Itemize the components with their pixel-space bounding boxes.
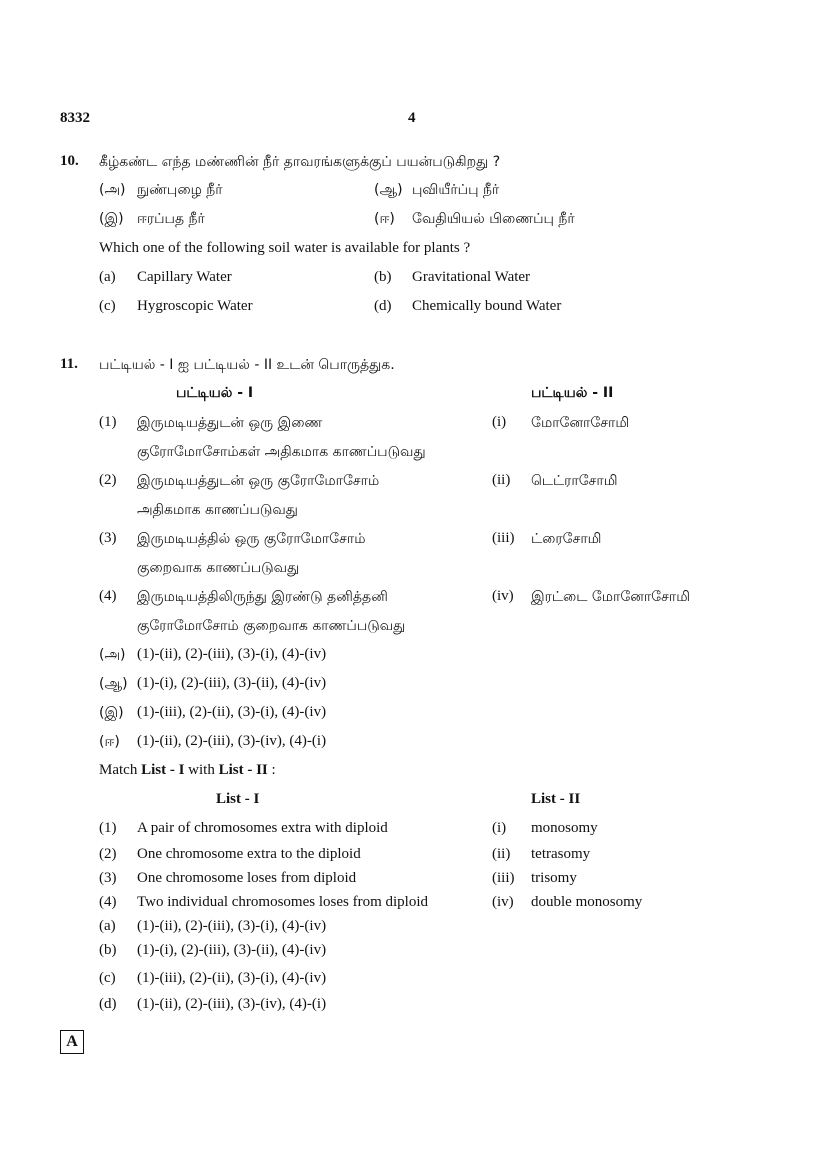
list-item-roman: (iv) [492, 588, 514, 604]
list-item-text: குரோமோசோம்கள் அதிகமாக காணப்படுவது [137, 444, 426, 460]
question-number: 10. [60, 153, 79, 169]
list-item-number: (3) [99, 870, 117, 886]
list-item-text: இருமடியத்துடன் ஒரு இணை [137, 415, 323, 431]
option-label: (a) [99, 269, 116, 285]
list-item-number: (1) [99, 820, 117, 836]
list-item-term: மோனோசோமி [531, 415, 630, 431]
list-item-roman: (ii) [492, 846, 511, 862]
list-item-roman: (iv) [492, 894, 514, 910]
option-text: (1)-(i), (2)-(iii), (3)-(ii), (4)-(iv) [137, 675, 327, 691]
page-number: 4 [408, 110, 416, 126]
option-label: (ஈ) [374, 211, 395, 227]
question-text-english [99, 762, 276, 779]
option-label: (a) [99, 918, 116, 934]
list-item-term: ட்ரைசோமி [531, 531, 602, 547]
question-text-english: Which one of the following soil water is available for plants ? [99, 240, 471, 256]
list2-header-english: List - II [531, 791, 581, 807]
option-label: (ஆ) [374, 182, 403, 198]
option-label: (இ) [99, 705, 124, 721]
option-text: புவியீர்ப்பு நீர் [412, 182, 500, 198]
option-label: (ஈ) [99, 734, 120, 750]
option-label: (d) [99, 996, 117, 1012]
option-text: Hygroscopic Water [137, 298, 253, 314]
option-label: (c) [99, 298, 116, 314]
option-text: (1)-(i), (2)-(iii), (3)-(ii), (4)-(iv) [137, 942, 327, 958]
question-text-tamil: பட்டியல் - I ஐ பட்டியல் - II உடன் பொருத்துக. [99, 357, 395, 373]
list-item-term: monosomy [531, 820, 598, 836]
option-text: (1)-(ii), (2)-(iii), (3)-(iv), (4)-(i) [137, 733, 327, 749]
list-item-text: இருமடியத்திலிருந்து இரண்டு தனித்தனி [137, 589, 388, 605]
list-item-roman: (i) [492, 820, 507, 836]
question-text-tamil: கீழ்கண்ட எந்த மண்ணின் நீர் தாவரங்களுக்குப் பயன்படுகிறது ? [99, 154, 501, 170]
question-number: 11. [60, 356, 78, 372]
option-text: Capillary Water [137, 269, 232, 285]
list-item-term: trisomy [531, 870, 577, 886]
list-item-term: டெட்ராசோமி [531, 473, 618, 489]
list-item-number: (2) [99, 472, 117, 488]
list-item-text: One chromosome loses from diploid [137, 870, 357, 886]
list-item-text: குரோமோசோம் குறைவாக காணப்படுவது [137, 618, 406, 634]
list-item-text: இருமடியத்தில் ஒரு குரோமோசோம் [137, 531, 366, 547]
list-item-term: double monosomy [531, 894, 643, 910]
list-item-number: (2) [99, 846, 117, 862]
instruction-text: : [267, 762, 276, 778]
list-item-number: (3) [99, 530, 117, 546]
option-text: Gravitational Water [412, 269, 531, 285]
option-label: (d) [374, 298, 392, 314]
option-label: (c) [99, 970, 116, 986]
list-item-roman: (iii) [492, 870, 515, 886]
list-item-term: tetrasomy [531, 846, 591, 862]
paper-code: 8332 [60, 110, 90, 126]
list-item-number: (4) [99, 588, 117, 604]
list-item-text: One chromosome extra to the diploid [137, 846, 361, 862]
option-label: (அ) [99, 182, 126, 198]
list1-header-tamil: பட்டியல் - I [176, 385, 254, 401]
list-item-text: இருமடியத்துடன் ஒரு குரோமோசோம் [137, 473, 380, 489]
instruction-text: with [184, 762, 219, 778]
instruction-list2: List - II [218, 762, 268, 778]
list-item-text: அதிகமாக காணப்படுவது [137, 502, 298, 518]
option-text: ஈரப்பத நீர் [137, 211, 205, 227]
option-text: (1)-(iii), (2)-(ii), (3)-(i), (4)-(iv) [137, 704, 327, 720]
list2-header-tamil: பட்டியல் - II [531, 385, 614, 401]
list-item-roman: (ii) [492, 472, 511, 488]
option-text: (1)-(iii), (2)-(ii), (3)-(i), (4)-(iv) [137, 970, 327, 986]
list1-header-english: List - I [216, 791, 260, 807]
list-item-text: Two individual chromosomes loses from diploid [137, 894, 429, 910]
list-item-text: குறைவாக காணப்படுவது [137, 560, 300, 576]
instruction-text: Match [99, 762, 142, 778]
option-text: (1)-(ii), (2)-(iii), (3)-(iv), (4)-(i) [137, 996, 327, 1012]
option-label: (இ) [99, 211, 124, 227]
option-text: நுண்புழை நீர் [137, 182, 223, 198]
list-item-text: A pair of chromosomes extra with diploid [137, 820, 388, 836]
option-text: வேதியியல் பிணைப்பு நீர் [412, 211, 575, 227]
option-label: (b) [99, 942, 117, 958]
option-label: (அ) [99, 647, 126, 663]
option-text: (1)-(ii), (2)-(iii), (3)-(i), (4)-(iv) [137, 646, 327, 662]
instruction-list1: List - I [141, 762, 185, 778]
list-item-number: (1) [99, 414, 117, 430]
option-text: Chemically bound Water [412, 298, 562, 314]
option-label: (ஆ) [99, 676, 128, 692]
option-label: (b) [374, 269, 392, 285]
list-item-roman: (iii) [492, 530, 515, 546]
booklet-series-box: A [60, 1030, 84, 1054]
list-item-term: இரட்டை மோனோசோமி [531, 589, 690, 605]
option-text: (1)-(ii), (2)-(iii), (3)-(i), (4)-(iv) [137, 918, 327, 934]
list-item-number: (4) [99, 894, 117, 910]
list-item-roman: (i) [492, 414, 507, 430]
